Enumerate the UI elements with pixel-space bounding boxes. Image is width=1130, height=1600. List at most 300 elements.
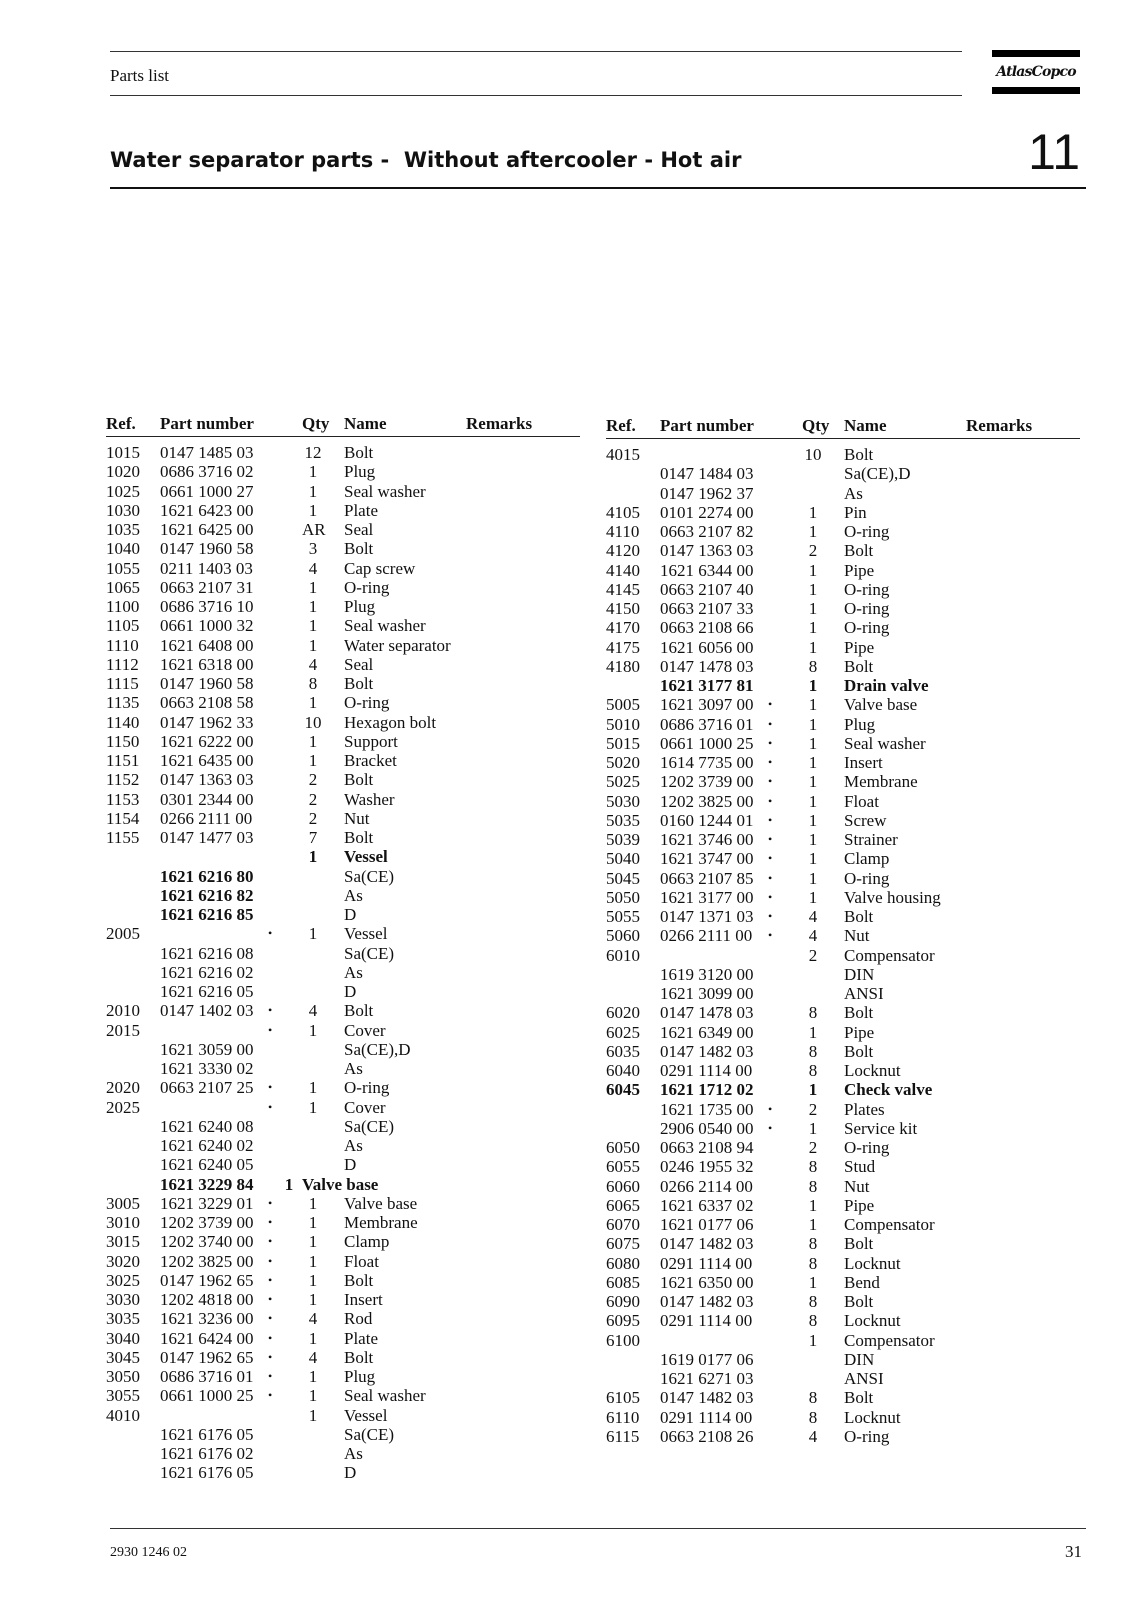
part-number-cell: 1621 6216 08 [160,943,254,963]
kit-marker: • [768,928,773,943]
table-row [106,559,580,578]
ref-cell: 1040 [106,539,140,559]
name-cell: Bolt [844,1003,874,1023]
title-rule [110,187,1086,189]
part-number-cell: 1621 6408 00 [160,635,254,655]
qty-cell: 1 [808,695,818,715]
qty-cell: 8 [808,1176,818,1196]
ref-cell: 4015 [606,445,640,464]
part-number-cell: 0147 1960 58 [160,539,254,559]
table-row [606,888,1080,907]
name-cell: Pipe [844,1195,875,1215]
part-number-cell: 1621 3330 02 [160,1059,254,1078]
part-number-cell: 0663 2107 33 [660,599,754,618]
part-number-cell: 0301 2344 00 [160,789,254,809]
name-cell: Stud [844,1157,876,1177]
qty-cell: 1 [808,849,818,869]
part-number-cell: 1621 0177 06 [660,1215,754,1234]
table-row [106,578,580,597]
ref-cell: 1110 [106,635,139,655]
qty-cell: 4 [808,1426,818,1446]
name-cell: Bolt [844,1234,874,1254]
qty-cell: 1 [308,693,318,713]
part-number-cell: 1621 6423 00 [160,500,254,520]
ref-cell: 6065 [606,1195,640,1215]
table-row [606,618,1080,637]
table-row [106,597,580,616]
name-cell: Nut [344,808,370,828]
part-number-cell: 1621 6271 03 [660,1369,754,1388]
part-number-cell: 1621 3177 81 [660,676,754,695]
table-row [106,1348,580,1367]
part-number-cell: 1621 3059 00 [160,1039,254,1059]
kit-marker: • [768,755,773,769]
table-row [106,616,580,635]
table-row [606,657,1080,676]
ref-cell: 3045 [106,1347,140,1367]
atlas-copco-logo [992,50,1080,94]
name-cell: O-ring [844,618,890,638]
ref-cell: 4170 [606,618,640,638]
kit-marker: • [768,1120,773,1135]
table-row [606,811,1080,830]
part-number-cell: 0291 1114 00 [660,1253,753,1273]
part-number-cell: 2906 0540 00 [660,1118,754,1138]
table-row [106,1194,580,1213]
ref-cell: 4105 [606,502,640,522]
part-number-cell: 0291 1114 00 [660,1311,753,1331]
ref-cell: 3055 [106,1386,140,1406]
kit-marker: • [768,812,773,827]
ref-cell: 3005 [106,1193,140,1213]
name-cell: Service kit [844,1118,918,1138]
part-number-cell: 0147 1478 03 [660,656,754,676]
kit-marker: • [268,926,273,941]
name-cell: O-ring [844,599,890,618]
table-row [106,1367,580,1386]
qty-cell: 1 [808,887,818,907]
qty-cell: 4 [308,1309,318,1329]
ref-cell: 1115 [106,674,139,693]
table-row [606,1061,1080,1080]
kit-marker: • [268,1272,273,1287]
table-row [106,886,580,905]
ref-cell: 1112 [106,654,139,674]
ref-cell: 4180 [606,656,640,676]
table-row [606,580,1080,599]
ref-cell: 2020 [106,1078,140,1098]
name-cell: Seal [344,520,374,539]
table-row [106,1059,580,1078]
name-cell: DIN [844,1349,875,1369]
part-number-cell: 1621 3097 00 [660,695,754,715]
part-number-cell: 0147 1482 03 [660,1234,754,1254]
ref-cell: 2010 [106,1001,140,1021]
table-row [106,1386,580,1405]
name-cell: Plug [344,597,376,616]
ref-cell: 4150 [606,599,640,618]
name-cell: Sa(CE),D [344,1039,411,1059]
part-number-cell: 0686 3716 01 [660,714,754,734]
part-number-cell: 0147 1962 65 [160,1270,254,1290]
name-cell: Valve base [844,695,918,715]
part-number-cell: 1621 6424 00 [160,1328,254,1348]
name-cell: Valve housing [844,887,941,907]
qty-cell: 1 [808,1118,818,1138]
part-number-cell: 0663 2108 94 [660,1138,754,1157]
part-number-cell: 1621 6240 02 [160,1136,254,1155]
name-cell: Vessel [344,1405,388,1425]
part-number-cell: 0147 1962 33 [160,712,254,732]
kit-marker: • [268,1292,273,1306]
table-row [106,1252,580,1271]
qty-cell: 1 [808,560,818,580]
part-number-cell: 0147 1478 03 [660,1003,754,1023]
ref-cell: 6105 [606,1388,640,1408]
part-number-cell: 0147 1371 03 [660,907,754,926]
name-cell: Bolt [844,1292,874,1311]
table-row [106,1136,580,1155]
part-number-cell: 0147 1482 03 [660,1292,754,1311]
name-cell: Cover [344,1097,386,1117]
ref-cell: 5030 [606,791,640,811]
kit-marker: • [768,735,773,750]
name-cell: Bolt [344,1270,374,1290]
name-cell: Valve base [344,1193,418,1213]
table-row [606,522,1080,541]
table-row [606,1234,1080,1253]
table-row [106,1175,580,1194]
part-number-cell: 1621 1712 02 [660,1080,754,1100]
part-number-cell: 1621 6435 00 [160,751,254,770]
table-row [606,676,1080,695]
kit-marker: • [268,1099,273,1114]
name-cell: Insert [344,1290,383,1309]
qty-cell: 2 [808,541,818,561]
name-cell: Vessel [344,847,388,867]
ref-cell: 1152 [106,770,140,790]
table-row [606,1427,1080,1446]
name-cell: Pin [844,502,867,522]
qty-cell: 1 [308,1270,318,1290]
kit-marker: • [268,1234,273,1249]
name-cell: Sa(CE) [344,1116,395,1136]
qty-cell: 8 [808,1407,818,1427]
name-cell: Plug [344,1367,376,1386]
name-cell: ANSI [844,984,884,1003]
table-row [606,1408,1080,1427]
qty-cell: 1 [308,1367,318,1386]
part-number-cell: 0291 1114 00 [660,1061,753,1080]
part-number-cell: 0663 2107 82 [660,522,754,541]
part-number-cell: 1621 6216 05 [160,982,254,1001]
part-number-cell: 1619 0177 06 [660,1349,754,1369]
ref-cell: 6070 [606,1215,640,1234]
part-number-cell: 0663 2107 25 [160,1078,254,1098]
qty-cell: 8 [808,1157,818,1177]
kit-marker: • [768,851,773,866]
part-number-cell: 0663 2107 40 [660,579,754,599]
part-number-cell: 0147 1482 03 [660,1388,754,1408]
ref-cell: 6025 [606,1022,640,1042]
part-number-cell: 0147 1962 65 [160,1347,254,1367]
ref-cell: 6060 [606,1176,640,1196]
part-number-cell: 1621 3229 84 [160,1174,254,1194]
qty-cell: 1 [308,500,318,520]
part-number-cell: 1621 6337 02 [660,1195,754,1215]
qty-cell: 1 [284,1174,294,1194]
name-cell: O-ring [844,579,890,599]
ref-cell: 3035 [106,1309,140,1329]
table-row [106,501,580,520]
qty-cell: 1 [308,635,318,655]
qty-cell: 1 [308,1290,318,1309]
ref-cell: 1035 [106,520,140,539]
table-row [606,984,1080,1003]
ref-cell: 1151 [106,751,140,770]
table-row [606,946,1080,965]
qty-cell: 1 [808,637,818,657]
table-row [106,1098,580,1117]
qty-cell: 1 [308,1097,318,1117]
table-row [106,809,580,828]
name-cell: Nut [844,1176,870,1196]
qty-cell: 2 [808,1099,818,1119]
name-cell: Locknut [844,1253,901,1273]
qty-cell: 1 [308,1328,318,1348]
part-number-cell: 0147 1363 03 [160,770,254,790]
table-row [106,1271,580,1290]
qty-cell: 1 [308,847,318,867]
part-number-cell: 1621 6425 00 [160,520,254,539]
ref-cell: 4010 [106,1405,140,1425]
qty-cell: 1 [308,751,318,770]
qty-cell: 1 [808,714,818,734]
name-cell: O-ring [844,1426,890,1446]
col-header-ref: Ref. [106,414,136,433]
part-number-cell: 1621 6216 82 [160,885,254,905]
table-row [106,1155,580,1174]
ref-cell: 5040 [606,849,640,869]
name-cell: Pipe [844,1022,875,1042]
table-row [606,772,1080,791]
table-row [606,503,1080,522]
name-cell: Bolt [844,541,874,561]
qty-cell: 4 [308,1001,318,1021]
qty-cell: 1 [308,462,318,482]
table-row [106,1078,580,1097]
ref-cell: 5010 [606,714,640,734]
name-cell: Strainer [844,830,898,849]
part-number-cell: 1202 3825 00 [160,1251,254,1271]
qty-cell: 1 [808,1215,818,1234]
qty-cell: 1 [308,577,318,597]
ref-cell: 1015 [106,443,140,462]
name-cell: Float [344,1251,379,1271]
page-title: Water separator parts - Without aftercooler - Hot air [110,148,742,172]
ref-cell: 1140 [106,712,140,732]
ref-cell: 1100 [106,597,140,616]
qty-cell: 8 [808,1311,818,1331]
name-cell: Seal washer [344,481,426,501]
table-row [606,1215,1080,1234]
part-number-cell: 0661 1000 25 [160,1386,254,1406]
name-cell: Plug [344,462,376,482]
qty-cell: 4 [308,654,318,674]
part-number-cell: 0663 2108 26 [660,1426,754,1446]
table-row [106,1290,580,1309]
col-header-part-number: Part number [660,416,754,435]
qty-cell: 4 [308,558,318,578]
table-row [606,792,1080,811]
qty-cell: 1 [308,1386,318,1406]
name-cell: Vessel [344,924,388,944]
ref-cell: 6095 [606,1311,640,1331]
kit-marker: • [768,832,773,846]
name-cell: Hexagon bolt [344,712,437,732]
ref-cell: 4145 [606,579,640,599]
qty-cell: 1 [808,791,818,811]
name-cell: Bolt [344,1347,374,1367]
name-cell: Bolt [344,539,374,559]
name-cell: As [344,962,363,982]
table-row [606,1100,1080,1119]
part-number-cell: 0686 3716 10 [160,597,254,616]
qty-cell: 8 [808,1292,818,1311]
name-cell: O-ring [344,1078,390,1098]
name-cell: Plug [844,714,876,734]
table-row [106,1117,580,1136]
qty-cell: 4 [808,907,818,926]
table-row [606,1042,1080,1061]
part-number-cell: 1202 3825 00 [660,791,754,811]
table-row [606,561,1080,580]
part-number-cell: 0686 3716 02 [160,462,254,482]
part-number-cell: 0661 1000 32 [160,616,254,636]
header-rule-top [110,51,962,52]
qty-cell: 1 [808,1195,818,1215]
col-header-remarks: Remarks [466,414,533,433]
ref-cell: 3020 [106,1251,140,1271]
ref-cell: 6020 [606,1003,640,1023]
col-header-qty: Qty [302,414,330,433]
kit-marker: • [268,1215,273,1229]
table-row [106,443,580,462]
qty-cell: 8 [808,1234,818,1254]
name-cell: Water separator [344,635,451,655]
ref-cell: 1030 [106,500,140,520]
ref-cell: 5039 [606,830,640,849]
table-row [106,924,580,943]
table-row [106,539,580,558]
kit-marker: • [268,1311,273,1326]
kit-marker: • [768,1101,773,1116]
ref-cell: 4120 [606,541,640,561]
qty-cell: 1 [808,830,818,849]
table-row [606,830,1080,849]
ref-cell: 1020 [106,462,140,482]
part-number-cell: 1619 3120 00 [660,964,754,984]
table-row [606,753,1080,772]
name-cell: Drain valve [844,676,929,695]
kit-marker: • [768,716,773,731]
kit-marker: • [768,909,773,923]
ref-cell: 5020 [606,753,640,772]
section-label: Parts list [110,66,170,85]
part-number-cell: 1621 6222 00 [160,731,254,751]
part-number-cell: 0147 1477 03 [160,828,254,847]
part-number-cell: 0661 1000 27 [160,481,254,501]
part-number-cell: 1621 6344 00 [660,560,754,580]
name-cell: Insert [844,753,883,772]
ref-cell: 6050 [606,1138,640,1157]
part-number-cell: 0266 2114 00 [660,1176,753,1196]
parts-table-left [106,414,580,1483]
name-cell: Plates [844,1099,885,1119]
table-row [606,695,1080,714]
name-cell: Rod [344,1309,373,1329]
part-number-cell: 0147 1484 03 [660,464,754,484]
part-number-cell: 1621 6349 00 [660,1022,754,1042]
part-number-cell: 1202 3739 00 [660,772,754,792]
table-row [606,715,1080,734]
ref-cell: 5015 [606,733,640,753]
kit-marker: • [268,1349,273,1364]
name-cell: Seal washer [344,1386,426,1406]
table-header [606,416,1080,439]
qty-cell: 1 [808,618,818,638]
ref-cell: 6010 [606,945,640,965]
name-cell: Membrane [344,1213,418,1232]
table-row [106,1444,580,1463]
name-cell: Sa(CE) [344,1424,395,1444]
table-row [606,1311,1080,1330]
name-cell: Seal washer [844,733,926,753]
table-body-left [106,443,580,1483]
name-cell: Plate [344,1328,378,1348]
name-cell: As [344,1444,363,1463]
chapter-number: 11 [1028,124,1080,180]
table-row [106,1309,580,1328]
name-cell: Valve base [302,1174,379,1194]
qty-cell: 4 [308,1347,318,1367]
qty-cell: 1 [808,599,818,618]
table-row [606,849,1080,868]
name-cell: Bracket [344,751,397,770]
qty-cell: 1 [808,579,818,599]
table-row [106,847,580,866]
kit-marker: • [268,1369,273,1383]
part-number-cell: 0160 1244 01 [660,810,754,830]
qty-cell: 8 [808,1388,818,1408]
part-number-cell: 0101 2274 00 [660,502,754,522]
qty-cell: 8 [808,1061,818,1080]
name-cell: Seal [344,654,374,674]
name-cell: As [344,1059,363,1078]
ref-cell: 1065 [106,577,140,597]
qty-cell: 8 [308,674,318,693]
col-header-name: Name [344,414,387,433]
kit-marker: • [268,1195,273,1210]
name-cell: As [344,885,363,905]
name-cell: Bolt [844,1041,874,1061]
kit-marker: • [768,870,773,885]
name-cell: Clamp [844,849,890,869]
ref-cell: 4140 [606,560,640,580]
col-header-remarks: Remarks [966,416,1033,435]
qty-cell: 1 [308,1020,318,1040]
table-row [606,907,1080,926]
